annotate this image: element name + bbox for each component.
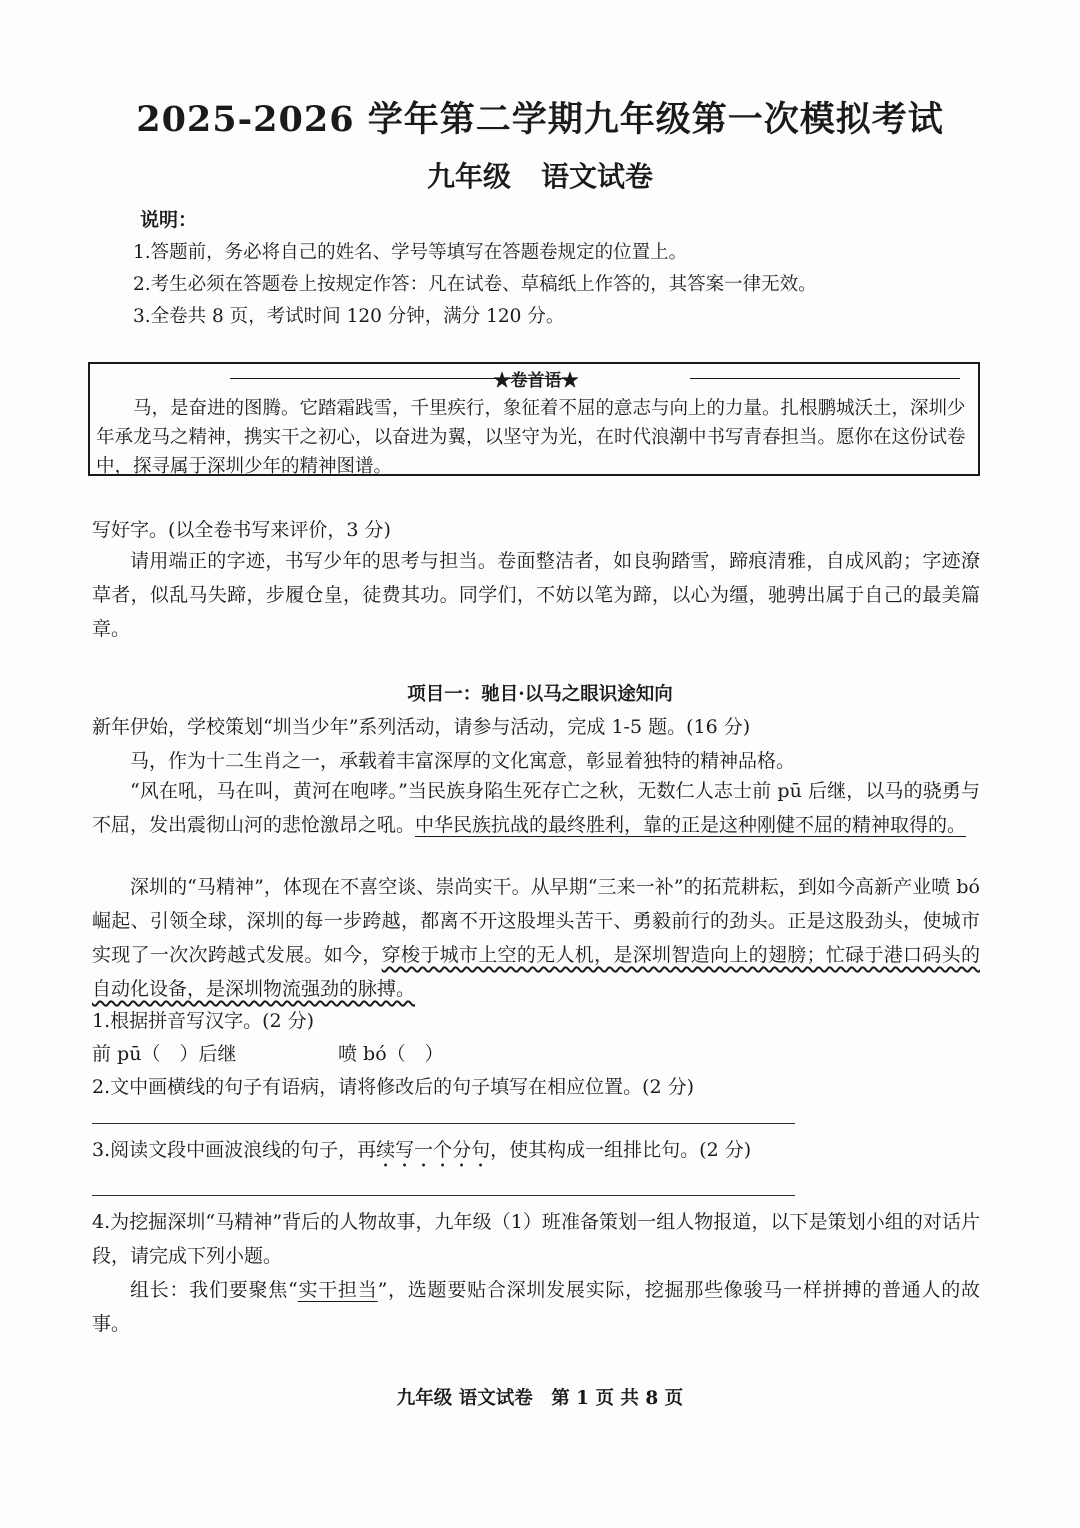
question-3-text-a: 3.阅读文段中画波浪线的句子，再 xyxy=(92,1139,377,1161)
exam-subtitle xyxy=(0,155,1080,195)
writing-heading: 写好字。(以全卷书写来评价，3 分) xyxy=(92,519,391,541)
passage-p3 xyxy=(92,870,980,1006)
passage-p3-text: 深圳的“马精神”，体现在不喜空谈、崇尚实干。从早期“三来一补”的拓荒耕耘，到如今高新产业喷 bó 崛起、引领全球，深圳的每一步跨越，都离不开这股埋头苦干、勇毅前行的劲头。正是这股劲头，使城市实现了一次次跨越式发展。如今， xyxy=(92,876,980,966)
passage-p2 xyxy=(92,774,980,842)
question-2-answer-line[interactable] xyxy=(92,1123,795,1124)
question-3 xyxy=(92,1135,751,1172)
underlined-sentence: 中华民族抗战的最终胜利，靠的正是这种刚健不屈的精神取得的。 xyxy=(415,814,967,836)
preface-box xyxy=(88,362,980,476)
question-2: 2.文中画横线的句子有语病，请将修改后的句子填写在相应位置。(2 分) xyxy=(92,1076,695,1098)
dialogue-underlined: 实干担当 xyxy=(297,1279,378,1301)
writing-body: 请用端正的字迹，书写少年的思考与担当。卷面整洁者，如良驹踏雪，蹄痕清雅，自成风韵；字迹潦草者，似乱马失蹄，步履仓皇，徒费其功。同学们，不妨以笔为蹄，以心为缰，驰骋出属于自己的最美篇章。 xyxy=(92,550,980,640)
preface-text: 马，是奋进的图腾。它踏霜践雪，千里疾行，象征着不屈的意志与向上的力量。扎根鹏城沃土，深圳少年承龙马之精神，携实干之初心，以奋进为翼，以坚守为光，在时代浪潮中书写青春担当。愿你在这份试卷中，探寻属于深圳少年的精神图谱。 xyxy=(96,398,966,477)
question-1-blank-b[interactable]: 喷 bó（ ） xyxy=(338,1043,444,1065)
passage-p2-text: “风在吼，马在叫，黄河在咆哮。”当民族身陷生死存亡之秋，无数仁人志士前 pū 后继，以马的骁勇与不屈，发出震彻山河的悲怆激昂之吼。 xyxy=(92,780,980,836)
question-1-blank-a[interactable]: 前 pū（ ）后继 xyxy=(92,1043,237,1065)
section1-intro: 新年伊始，学校策划“圳当少年”系列活动，请参与活动，完成 1-5 题。(16 分) xyxy=(92,716,751,738)
dialogue-text-c: ”，选题要贴合深圳发展实际，挖掘那些像骏马一样拼搏的普通人的故事。 xyxy=(92,1279,981,1335)
subtitle-subject: 语文试卷 xyxy=(541,160,654,193)
question-3-answer-line[interactable] xyxy=(92,1195,795,1196)
section1-title: 项目一：驰目·以马之眼识途知向 xyxy=(407,684,673,705)
dialogue-text-a: 组长：我们要聚焦“ xyxy=(130,1279,298,1301)
note-item-2: 2.考生必须在答题卷上按规定作答：凡在试卷、草稿纸上作答的，其答案一律无效。 xyxy=(133,274,817,295)
notes-heading: 说明： xyxy=(140,209,198,231)
subtitle-grade: 九年级 xyxy=(426,160,511,193)
preface-title: ★卷首语★ xyxy=(493,371,579,391)
passage-p1: 马，作为十二生肖之一，承载着丰富深厚的文化寓意，彰显着独特的精神品格。 xyxy=(130,750,796,772)
question-1: 1.根据拼音写汉字。(2 分) xyxy=(92,1010,315,1032)
note-item-3: 3.全卷共 8 页，考试时间 120 分钟，满分 120 分。 xyxy=(133,306,565,327)
dialogue-leader xyxy=(92,1273,980,1341)
question-3-emphasis: 续写一个分句 xyxy=(376,1139,491,1161)
wavy-sentence: 穿梭于城市上空的无人机，是深圳智造向上的翅膀；忙碌于港口码头的自动化设备，是深圳物流强劲的脉搏。 xyxy=(92,944,980,1000)
question-4: 4.为挖掘深圳“马精神”背后的人物故事，九年级（1）班准备策划一组人物报道，以下是策划小组的对话片段，请完成下列小题。 xyxy=(92,1211,980,1267)
exam-title: 2025-2026 学年第二学期九年级第一次模拟考试 xyxy=(136,99,944,140)
page-footer: 九年级 语文试卷 第 1 页 共 8 页 xyxy=(396,1388,684,1409)
note-item-1: 1.答题前，务必将自己的姓名、学号等填写在答题卷规定的位置上。 xyxy=(133,242,688,263)
question-3-text-c: ，使其构成一组排比句。(2 分) xyxy=(490,1139,752,1161)
